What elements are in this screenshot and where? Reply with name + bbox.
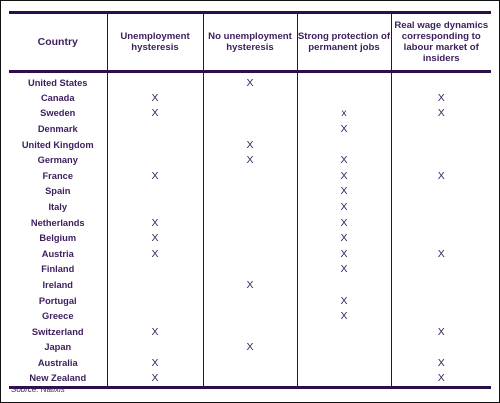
country-cell: United States — [28, 78, 88, 88]
mark-cell — [391, 199, 491, 215]
mark-cell — [391, 72, 491, 91]
table-row — [9, 308, 491, 324]
mark-cell — [297, 72, 391, 91]
table-row — [9, 371, 491, 388]
mark-cell — [391, 121, 491, 137]
country-cell: Sweden — [40, 108, 76, 119]
country-cell: Japan — [44, 342, 72, 353]
table-row — [9, 90, 491, 106]
table-row — [9, 277, 491, 293]
country-cell: New Zealand — [9, 371, 107, 388]
mark-cell — [203, 230, 297, 246]
mark-cell: X — [297, 184, 391, 200]
mark-cell — [391, 184, 491, 200]
country-cell: Denmark — [37, 123, 78, 134]
mark-cell — [107, 293, 203, 309]
country-cell: Ireland — [42, 279, 73, 290]
mark-cell: X — [297, 168, 391, 184]
mark-cell — [297, 340, 391, 356]
header-unemployment-hysteresis: Unemployment hysteresis — [107, 13, 203, 72]
mark-cell — [203, 121, 297, 137]
country-cell: France — [42, 170, 73, 181]
mark-cell: X — [107, 90, 203, 106]
mark-cell: X — [297, 121, 391, 137]
mark-cell — [107, 137, 203, 153]
mark-cell: X — [107, 355, 203, 371]
mark-cell — [391, 262, 491, 278]
mark-cell — [203, 106, 297, 122]
mark-cell: X — [391, 106, 491, 122]
mark-cell: X — [297, 246, 391, 262]
mark-cell: X — [107, 371, 203, 388]
mark-cell — [203, 246, 297, 262]
country-cell: Portugal — [38, 295, 77, 306]
country-cell: Switzerland — [31, 326, 84, 337]
table-row — [9, 355, 491, 371]
mark-cell: X — [107, 246, 203, 262]
header-real-wage-dynamics: Real wage dynamics corresponding to labour market of insiders — [391, 13, 491, 72]
table-row — [9, 293, 491, 309]
mark-cell: X — [107, 168, 203, 184]
mark-cell: X — [203, 340, 297, 356]
mark-cell: X — [391, 246, 491, 262]
table-row — [9, 152, 491, 168]
mark-cell: X — [107, 215, 203, 231]
mark-cell — [107, 277, 203, 293]
mark-cell — [203, 199, 297, 215]
mark-cell — [203, 293, 297, 309]
mark-cell — [297, 355, 391, 371]
country-cell: United Kingdom — [21, 139, 94, 150]
mark-cell — [107, 121, 203, 137]
mark-cell — [203, 262, 297, 278]
country-cell: Austria — [41, 248, 74, 259]
mark-cell — [203, 184, 297, 200]
hysteresis-table — [9, 11, 491, 389]
country-cell: Germany — [37, 155, 78, 166]
mark-cell: X — [297, 293, 391, 309]
mark-cell: X — [107, 230, 203, 246]
mark-cell — [203, 168, 297, 184]
mark-cell — [107, 184, 203, 200]
mark-cell — [297, 371, 391, 388]
table-row — [9, 137, 491, 153]
country-cell: Finland — [41, 264, 75, 275]
header-country: Country — [9, 13, 107, 72]
table-row — [9, 72, 491, 91]
table-row — [9, 168, 491, 184]
mark-cell — [391, 293, 491, 309]
mark-cell — [391, 152, 491, 168]
mark-cell — [391, 277, 491, 293]
table-row — [9, 106, 491, 122]
mark-cell — [391, 308, 491, 324]
table-row — [9, 230, 491, 246]
mark-cell: X — [297, 308, 391, 324]
country-cell: Netherlands — [30, 217, 85, 228]
mark-cell: X — [391, 324, 491, 340]
table-row — [9, 121, 491, 137]
mark-cell: X — [203, 277, 297, 293]
mark-cell — [203, 355, 297, 371]
mark-cell — [297, 277, 391, 293]
mark-cell: X — [203, 72, 297, 91]
mark-cell — [107, 72, 203, 91]
table-body — [9, 72, 491, 388]
mark-cell: X — [297, 215, 391, 231]
mark-cell: x — [297, 106, 391, 122]
mark-cell — [297, 137, 391, 153]
source-note: Source: Natixis — [11, 385, 65, 394]
mark-cell: X — [391, 168, 491, 184]
mark-cell — [297, 90, 391, 106]
mark-cell: X — [107, 106, 203, 122]
mark-cell: X — [391, 90, 491, 106]
table-row — [9, 199, 491, 215]
mark-cell — [203, 90, 297, 106]
country-cell: Australia — [37, 357, 78, 368]
table-row — [9, 324, 491, 340]
mark-cell — [107, 308, 203, 324]
mark-cell — [203, 215, 297, 231]
table-row — [9, 262, 491, 278]
table-row — [9, 340, 491, 356]
mark-cell: X — [297, 262, 391, 278]
mark-cell — [391, 137, 491, 153]
mark-cell — [391, 340, 491, 356]
mark-cell: X — [203, 152, 297, 168]
table-row — [9, 184, 491, 200]
mark-cell: X — [297, 230, 391, 246]
country-cell: Canada — [40, 92, 75, 103]
header-no-unemployment-hysteresis: No unemployment hysteresis — [203, 13, 297, 72]
country-cell: Belgium — [39, 233, 77, 244]
mark-cell — [107, 340, 203, 356]
mark-cell — [391, 230, 491, 246]
mark-cell: X — [107, 324, 203, 340]
mark-cell: X — [391, 355, 491, 371]
country-cell: Greece — [41, 311, 74, 322]
mark-cell — [107, 199, 203, 215]
mark-cell — [297, 324, 391, 340]
header-strong-protection: Strong protection of permanent jobs — [297, 13, 391, 72]
mark-cell — [107, 152, 203, 168]
mark-cell — [203, 371, 297, 388]
mark-cell: X — [297, 199, 391, 215]
mark-cell: X — [297, 152, 391, 168]
mark-cell — [203, 308, 297, 324]
country-cell: Spain — [45, 186, 71, 197]
table-row — [9, 215, 491, 231]
country-cell: Italy — [48, 201, 68, 212]
table-row — [9, 246, 491, 262]
header-row — [9, 13, 491, 72]
mark-cell: X — [391, 371, 491, 388]
mark-cell — [203, 324, 297, 340]
mark-cell — [391, 215, 491, 231]
mark-cell — [107, 262, 203, 278]
mark-cell: X — [203, 137, 297, 153]
